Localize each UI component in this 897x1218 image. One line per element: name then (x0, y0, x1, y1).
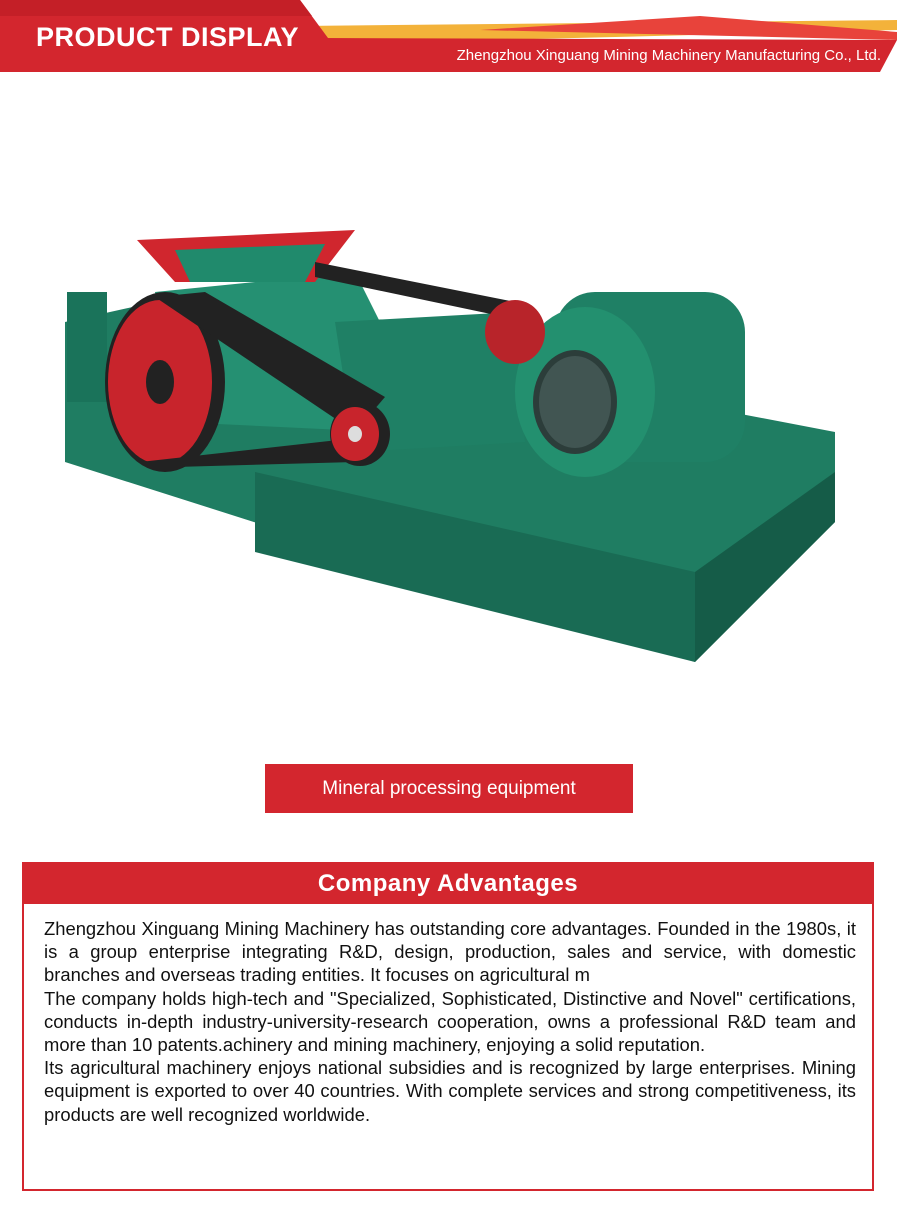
advantages-paragraph-1: Zhengzhou Xinguang Mining Machinery has outstanding core advantages. Founded in the 1980s, it is a group enterprise integrating R&D, design, production, sales and service, with domestic branches and overseas trading entities. It focuses on agricultural m (44, 918, 856, 986)
double-roll-crusher-illustration (55, 222, 845, 672)
advantages-paragraph-3: Its agricultural machinery enjoys national subsidies and is recognized by large enterprises. Mining equipment is exported to over 40 countries. With complete services and strong competitiveness, its products are well recognized worldwide. (44, 1057, 856, 1125)
panel-header (24, 864, 872, 904)
product-image (55, 222, 845, 672)
advantages-paragraph-2: The company holds high-tech and "Specialized, Sophisticated, Distinctive and Novel" certifications, conducts in-depth industry-university-research cooperation, owns a professional R&D team and more than 10 patents.achinery and mining machinery, enjoying a solid reputation. (44, 987, 856, 1056)
panel-body (24, 904, 872, 1126)
product-caption-box (265, 764, 633, 813)
page-title: PRODUCT DISPLAY (36, 22, 300, 52)
header-banner (0, 0, 897, 75)
company-name: Zhengzhou Xinguang Mining Machinery Manufacturing Co., Ltd. (456, 47, 881, 64)
panel-title: Company Advantages (317, 870, 579, 897)
company-advantages-panel (22, 862, 874, 1191)
product-caption: Mineral processing equipment (322, 777, 576, 799)
